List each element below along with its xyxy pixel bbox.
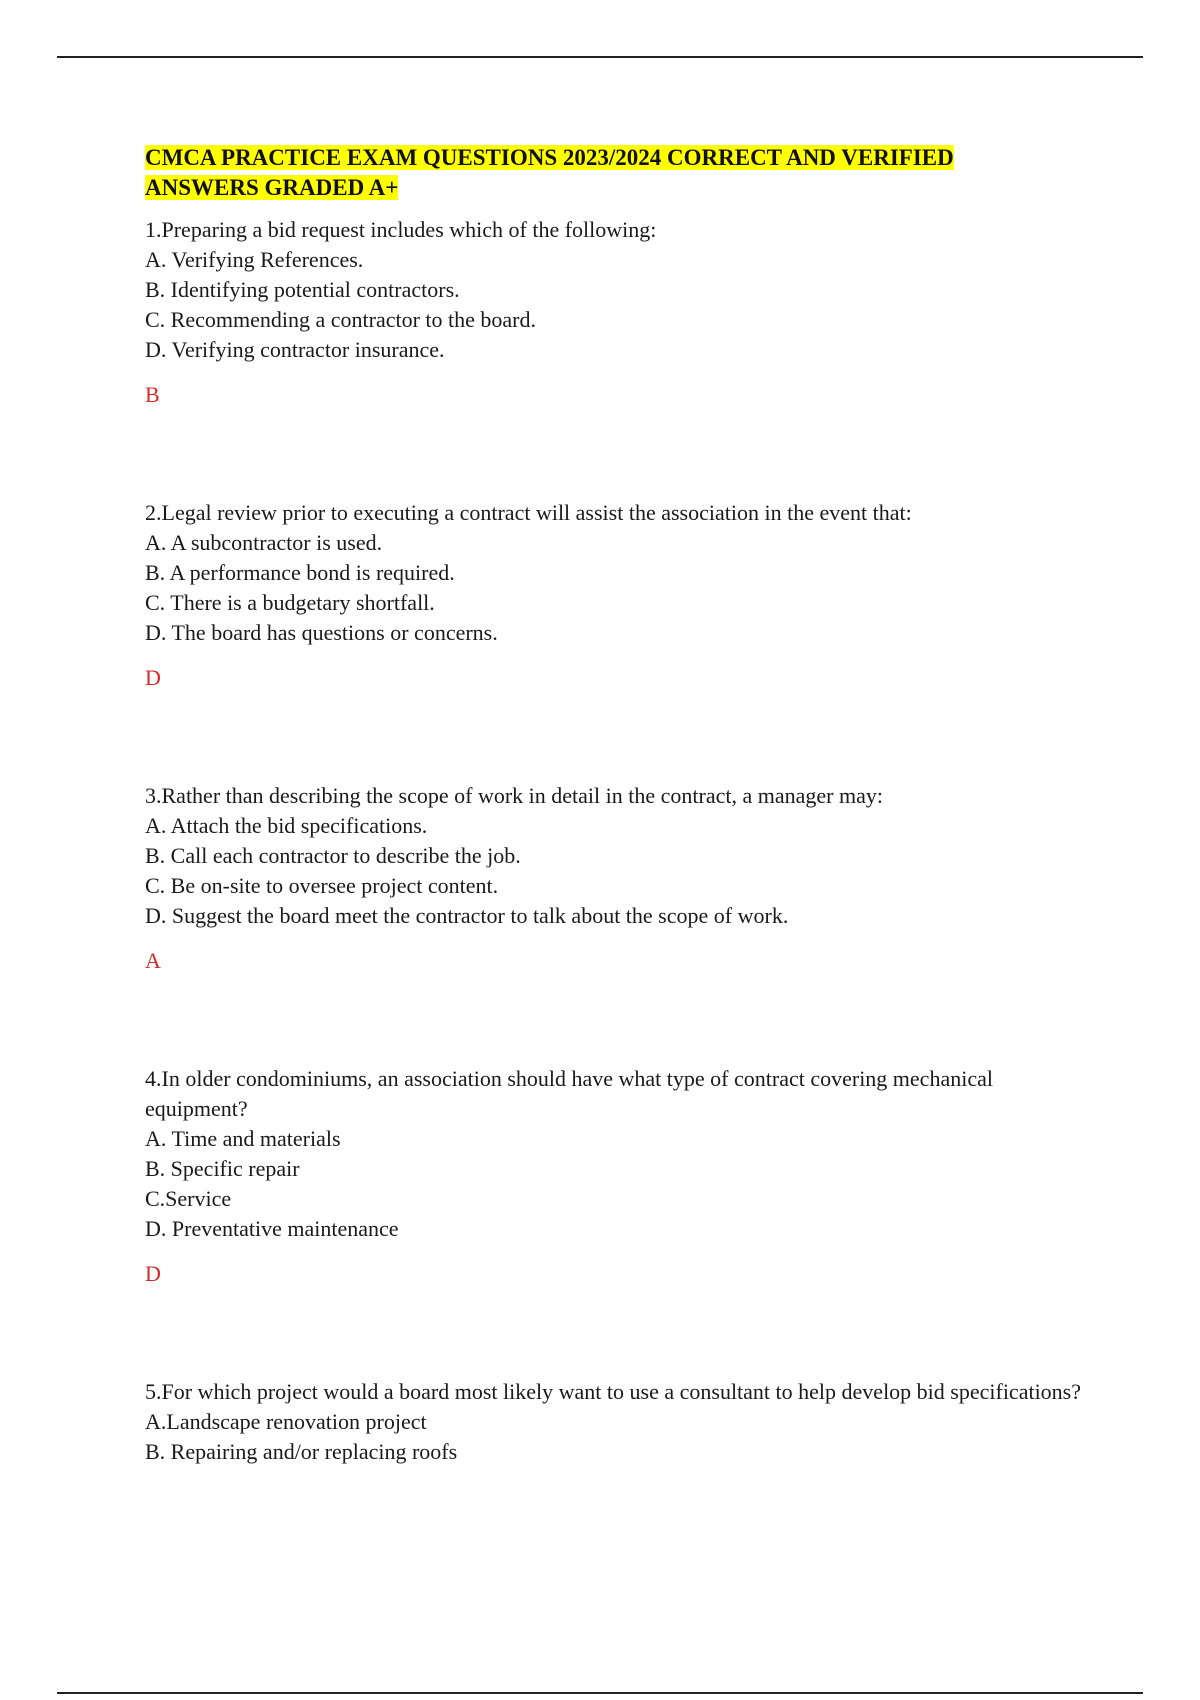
document-body [145, 143, 1095, 1467]
title-line-1: CMCA PRACTICE EXAM QUESTIONS 2023/2024 CORRECT AND VERIFIED [145, 145, 954, 170]
option-d: D. Suggest the board meet the contractor to talk about the scope of work. [145, 903, 789, 928]
option-a: A. Attach the bid specifications. [145, 813, 428, 838]
question-spacer [145, 410, 1095, 498]
question-text: 4.In older condominiums, an association should have what type of contract covering mechanical equipment? [145, 1066, 993, 1121]
question-5 [145, 1377, 1095, 1467]
question-text: 1.Preparing a bid request includes which of the following: [145, 217, 657, 242]
option-d: D. Verifying contractor insurance. [145, 337, 445, 362]
option-d: D. Preventative maintenance [145, 1216, 399, 1241]
question-text: 5.For which project would a board most likely want to use a consultant to help develop bid specifications? [145, 1379, 1082, 1404]
option-b: B. Call each contractor to describe the job. [145, 843, 521, 868]
option-b: B. Specific repair [145, 1156, 300, 1181]
question-text: 2.Legal review prior to executing a contract will assist the association in the event that: [145, 500, 912, 525]
page-top-rule [57, 56, 1143, 58]
option-b: B. Repairing and/or replacing roofs [145, 1439, 458, 1464]
document-title [145, 143, 1095, 203]
option-d: D. The board has questions or concerns. [145, 620, 498, 645]
question-spacer [145, 693, 1095, 781]
option-a: A.Landscape renovation project [145, 1409, 427, 1434]
question-3 [145, 781, 1095, 976]
answer-key: D [145, 1261, 161, 1286]
title-line-2: ANSWERS GRADED A+ [145, 175, 399, 200]
question-text: 3.Rather than describing the scope of work in detail in the contract, a manager may: [145, 783, 883, 808]
option-c: C. Be on-site to oversee project content. [145, 873, 499, 898]
question-1 [145, 215, 1095, 410]
option-a: A. Time and materials [145, 1126, 341, 1151]
answer-key: A [145, 948, 161, 973]
option-c: C. There is a budgetary shortfall. [145, 590, 435, 615]
option-b: B. Identifying potential contractors. [145, 277, 460, 302]
option-a: A. A subcontractor is used. [145, 530, 383, 555]
question-2 [145, 498, 1095, 693]
option-b: B. A performance bond is required. [145, 560, 455, 585]
option-c: C. Recommending a contractor to the board. [145, 307, 536, 332]
answer-key: D [145, 665, 161, 690]
question-spacer [145, 976, 1095, 1064]
option-c: C.Service [145, 1186, 232, 1211]
question-spacer [145, 1289, 1095, 1377]
question-4 [145, 1064, 1095, 1289]
option-a: A. Verifying References. [145, 247, 364, 272]
answer-key: B [145, 382, 160, 407]
page-bottom-rule [57, 1692, 1143, 1694]
